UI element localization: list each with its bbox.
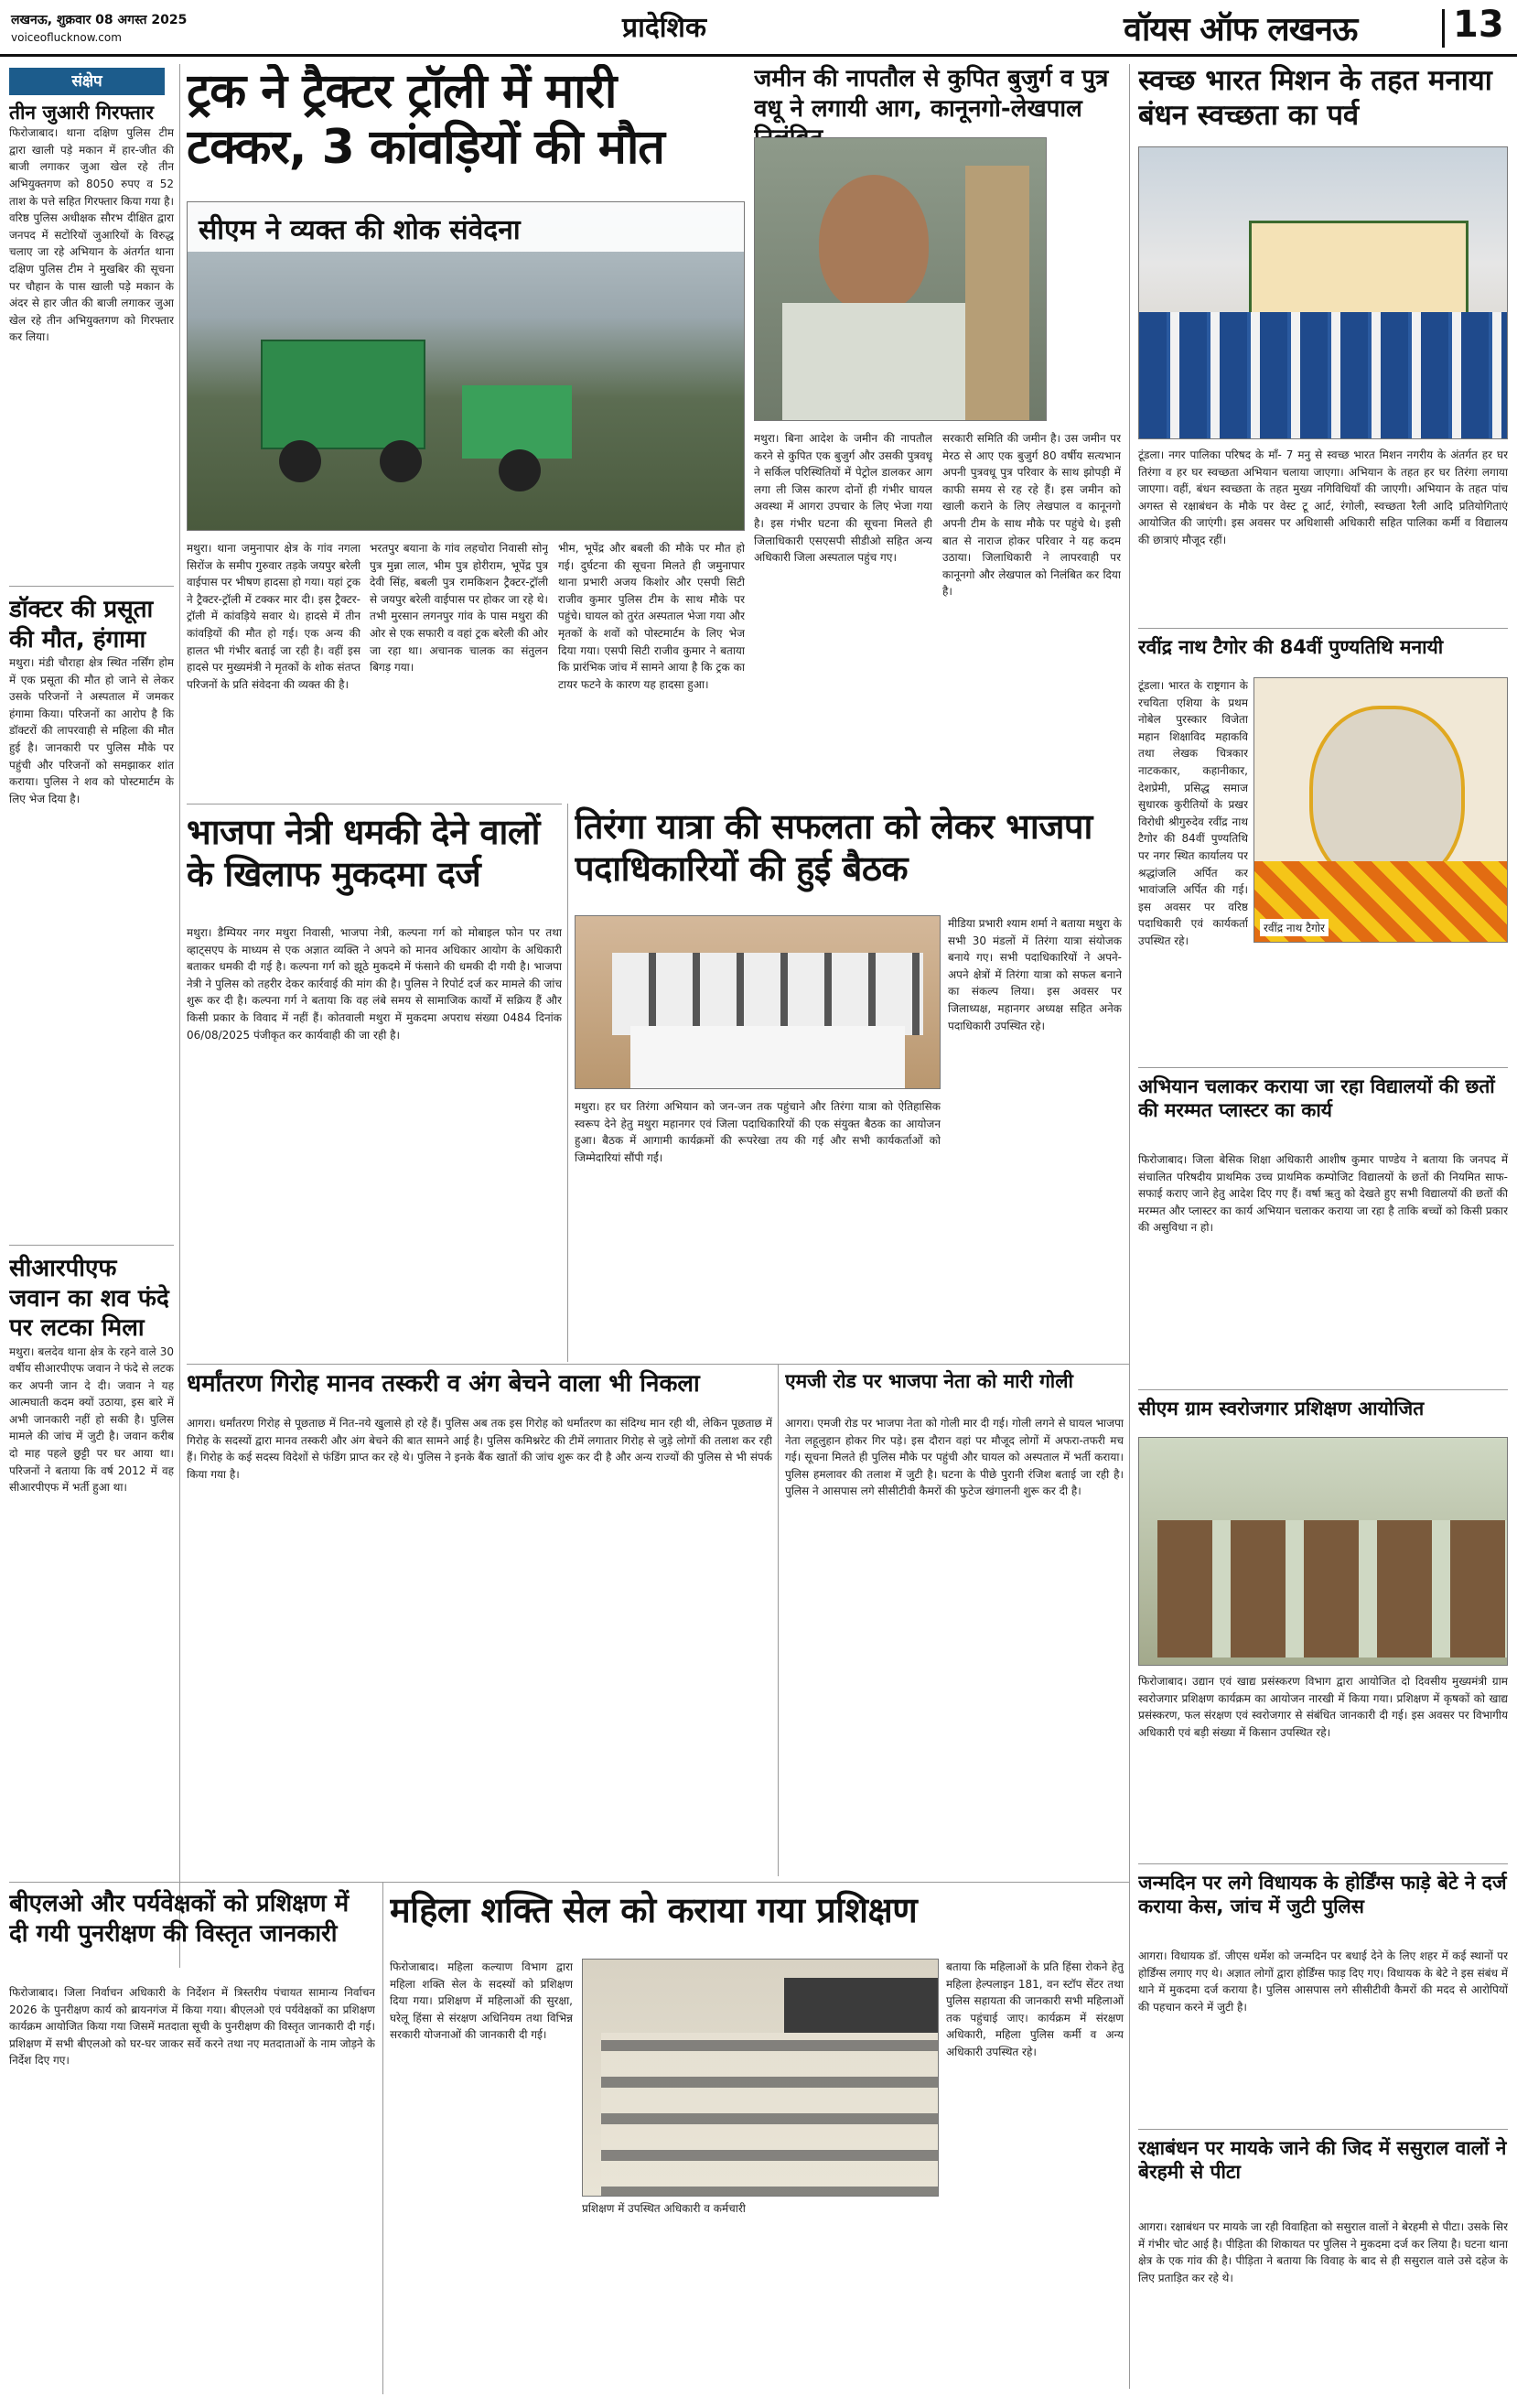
- training-photo: [1138, 1437, 1508, 1666]
- students-shape: [1139, 312, 1507, 439]
- story-bjp-threat: [187, 811, 562, 921]
- divider: [1138, 1863, 1508, 1864]
- tagore-photo: [1253, 677, 1508, 943]
- swachh-photo: [1138, 146, 1508, 439]
- headline-mg-road: एमजी रोड पर भाजपा नेता को मारी गोली: [785, 1370, 1073, 1392]
- article-body: मथुरा। डैम्पियर नगर मथुरा निवासी, भाजपा नेत्री, कल्पना गर्ग को मोबाइल फोन पर तथा व्हाट्सएप के माध्यम से एक अज्ञात व्यक्ति ने अपने को मानव अधिकार आयोग के अधिकारी बताकर धमकी दी गई है। कल्पना गर्ग को झूठे मुकदमे में फंसाने की धमकी दी गयी है। भाजपा नेत्री ने पुलिस को तहरीर देकर कार्रवाई की मांग की है। पुलिस ने रिपोर्ट दर्ज कर मामले की जांच शुरू कर दी है। कल्पना गर्ग ने बताया कि वह लंबे समय से सामाजिक कार्यों में सक्रिय हैं और किसी प्रकार के विवाद में नहीं हैं। कोतवाली मथुरा में मुकदमा अपराध संख्या 0484 दिनांक 06/08/2025 पंजीकृत कर कार्यवाही की जा रही है।: [187, 926, 562, 1042]
- audience-shape: [601, 2033, 939, 2197]
- divider: [9, 586, 174, 587]
- article-body: भरतपुर बयाना के गांव लहचोरा निवासी सोनू पुत्र मुन्ना लाल, भीम पुत्र होरीराम, भूपेंद्र पुत्र देवी सिंह, बबली पुत्र रामकिशन ट्रैक्टर-ट्रॉली से जयपुर बरेली वाईपास पर होकर जा रहे थे। तभी मुरसान लगनपुर गांव के पास मथुरा की ओर से एक सफारी व वहां ट्रक बरेली की ओर जा रहा था। अचानक चालक का संतुलन बिगड़ गया।: [370, 542, 548, 675]
- sidebar-label: संक्षेप: [9, 68, 165, 95]
- column-rule: [567, 804, 568, 1362]
- article-body: फिरोजाबाद। जिला निर्वाचन अधिकारी के निर्देशन में त्रिस्तरीय पंचायत सामान्य निर्वाचन 2026 के पुनरीक्षण कार्य को ब्रायनगंज में किया गया। बीएलओ एवं पर्यवेक्षकों का प्रशिक्षण कार्यक्रम आयोजित किया गया जिसमें मतदाता सूची के पुनरीक्षण की विस्तृत जानकारी दी गई। प्रशिक्षण में सभी बीएलओ को घर-घर जाकर सर्वे करने तथा नए मतदाताओं के नाम जोड़ने के निर्देश दिए गए।: [9, 1986, 375, 2068]
- table-shape: [630, 1026, 905, 1089]
- divider: [1138, 1067, 1508, 1068]
- headline-conversion: धर्मांतरण गिरोह मानव तस्करी व अंग बेचने वाला भी निकला: [187, 1370, 700, 1398]
- divider: [9, 1245, 174, 1246]
- screen-shape: [784, 1978, 939, 2033]
- wheel-shape: [499, 449, 541, 491]
- article-body: टूंडला। नगर पालिका परिषद के माँ- 7 मनु से स्वच्छ भारत मिशन नगरीय के अंतर्गत हर घर तिरंगा व हर घर स्वच्छता अभियान चलाया जाएगा। अभियान के तहत हर घर तिरंगा लगाया जाएगा। वहीं, बंधन स्वच्छता के तहत मुख्य नगिविधियाँ की जाएगी। अभियान के तहत पांच अगस्त से रक्षाबंधन के मौके पर वेस्ट टू आर्ट, रंगोली, स्वच्छता रैली आदि प्रतियोगिताएं आयोजित की जाएंगी। इस अवसर पर अधिशासी अधिकारी सहित पालिका कर्मी व विद्यालय की छात्राएं मौजूद रहीं।: [1138, 448, 1508, 546]
- sidebar-item: [9, 101, 174, 577]
- article-body: आगरा। रक्षाबंधन पर मायके जा रही विवाहिता को ससुराल वालों ने बेरहमी से पीटा। उसके सिर में गंभीर चोट आई है। पीड़िता की शिकायत पर पुलिस ने मुकदमा दर्ज कर लिया है। घटना थाना क्षेत्र के एक गांव की है। पीड़िता ने बताया कि विवाह के बाद से ही ससुराल वाले उसे दहेज के लिए प्रताड़ित कर रहे थे।: [1138, 2220, 1508, 2284]
- wheel-shape: [380, 440, 422, 482]
- headline-tiranga: तिरंगा यात्रा की सफलता को लेकर भाजपा पदाधिकारियों की हुई बैठक: [575, 806, 1092, 890]
- column-rule: [179, 64, 180, 1968]
- sidebar-headline: तीन जुआरी गिरफ्तार: [9, 102, 154, 124]
- meeting-photo: [575, 915, 941, 1089]
- story-raksha: [1138, 2136, 1508, 2219]
- women-cell-photo: [582, 1959, 939, 2197]
- divider: [1138, 1389, 1508, 1390]
- website-link[interactable]: voiceoflucknow.com: [11, 31, 122, 44]
- photo-caption: प्रशिक्षण में उपस्थित अधिकारी व कर्मचारी: [582, 2202, 746, 2215]
- masthead-divider: [1442, 9, 1445, 48]
- sidebar-headline: डॉक्टर की प्रसूता की मौत, हंगामा: [9, 596, 154, 653]
- article-body: टूंडला। भारत के राष्ट्रगान के रचयिता एशिया के प्रथम नोबेल पुरस्कार विजेता महान शिक्षाविद महाकवि तथा लेखक चित्रकार नाटककार, कहानीकार, देशप्रेमी, प्रसिद्ध समाज सुधारक कुरीतियों के प्रखर विरोधी श्रीगुरुदेव रवींद्र नाथ टैगोर की 84वीं पुण्यतिथि पर नगर स्थित कार्यालय पर श्रद्धांजलि अर्पित कर भावांजलि अर्पित की गई। इस अवसर पर वरिष्ठ पदाधिकारी एवं कार्यकर्ता उपस्थित रहे।: [1138, 679, 1248, 947]
- desks-shape: [1157, 1520, 1508, 1658]
- accident-photo: [187, 201, 745, 531]
- story-tiranga: [575, 805, 1124, 915]
- photo-caption: रवींद्र नाथ टैगोर: [1260, 919, 1329, 936]
- article-body: आगरा। धर्मांतरण गिरोह से पूछताछ में नित-नये खुलासे हो रहे हैं। पुलिस अब तक इस गिरोह को धर्मांतरण का संदिग्ध मान रही थी, लेकिन पूछताछ में गिरोह के सदस्यों द्वारा मानव तस्करी और अंग बेचने की बात सामने आई है। पुलिस कमिश्नरेट की टीमें लगातार गिरोह से जुड़े लोगों की तलाश कर रही हैं। गिरोह के कई सदस्य विदेशों से फंडिंग प्राप्त कर रहे थे। पुलिस ने इनके बैंक खातों की जांच शुरू कर दी है और अन्य राज्यों की पुलिस से भी संपर्क किया गया है।: [187, 1417, 772, 1481]
- headline-cm-gram: सीएम ग्राम स्वरोजगार प्रशिक्षण आयोजित: [1138, 1398, 1425, 1420]
- sidebar-headline: सीआरपीएफ जवान का शव फंदे पर लटका मिला: [9, 1255, 169, 1342]
- article-body: मथुरा। थाना जमुनापार क्षेत्र के गांव नगला सिरोंज के समीप गुरुवार तड़के जयपुर बरेली वाईपास पर भीषण हादसा हो गया। यहां ट्रक ने ट्रैक्टर-ट्रॉली में टक्कर मार दी। इस ट्रैक्टर-ट्रॉली में कांवड़िये सवार थे। हादसे में तीन कांवड़ियों की मौत हो गई। एक अन्य की हालत भी गंभीर बताई जा रही है। वहीं इस हादसे पर मुख्यमंत्री ने मृतकों के शोक संतप्त परिजनों के प्रति संवेदना की व्यक्त की है।: [187, 542, 360, 691]
- headline-swachh: स्वच्छ भारत मिशन के तहत मनाया बंधन स्वच्छता का पर्व: [1138, 64, 1492, 132]
- headline-farmer: जमीन की नापतौल से कुपित बुजुर्ग व पुत्र वधू ने लगायी आग, कानूनगो-लेखपाल: [754, 65, 1109, 123]
- story-mg-road: [785, 1369, 1124, 1411]
- article-body: भीम, भूपेंद्र और बबली की मौके पर मौत हो गई। दुर्घटना की सूचना मिलते ही जमुनापार थाना प्रभारी अजय किशोर और एसपी सिटी राजीव कुमार पुलिस टीम के साथ मौके पर पहुंचे। घायल को तुरंत अस्पताल भेजा गया और मृतकों के शवों को पोस्टमार्टम के लिए भेज दिया गया। एसपी सिटी राजीव कुमार ने बताया कि प्रारंभिक जांच में सामने आया है कि ट्रक का टायर फटने के कारण यह हादसा हुआ।: [558, 542, 745, 691]
- story-women-cell: [390, 1889, 1122, 1953]
- section-title: प्रादेशिक: [622, 12, 706, 44]
- person-shape: [819, 175, 929, 312]
- divider: [187, 1364, 1129, 1365]
- article-body: मथुरा। बिना आदेश के जमीन की नापतौल करने से कुपित एक बुजुर्ग और उसकी पुत्रवधू ने सर्किल परिस्थितियों में पेट्रोल डालकर आग लगा ली जिस कारण दोनों ही गंभीर घायल अवस्था में आगरा उपचार के लिए भेजा गया है। इस गंभीर घटना की सूचना मिलते ही जिलाधिकारी एसएसपी सीडीओ सहित अन्य अधिकारी जिला अस्पताल पहुंच गए।: [754, 432, 932, 565]
- headline-tractor: ट्रक ने ट्रैक्टर ट्रॉली में मारी टक्कर, 3 कांवड़ियों की मौत: [187, 64, 664, 176]
- headline-blo: बीएलओ और पर्यवेक्षकों को प्रशिक्षण में दी गयी पुनरीक्षण की विस्तृत जानकारी: [9, 1890, 350, 1948]
- article-body: बताया कि महिलाओं के प्रति हिंसा रोकने हेतु महिला हेल्पलाइन 181, वन स्टॉप सेंटर तथा पुलिस सहायता की जानकारी सभी महिलाओं तक पहुंचाई जाए। कार्यक्रम में संरक्षण अधिकारी, महिला पुलिस कर्मी व अन्य अधिकारी उपस्थित रहे।: [946, 1960, 1124, 2058]
- article-body: आगरा। विधायक डॉ. जीएस धर्मेश को जन्मदिन पर बधाई देने के लिए शहर में कई स्थानों पर होर्डिंग्स लगाए गए थे। अज्ञात लोगों द्वारा होर्डिंग्स फाड़ दिए गए। विधायक के बेटे ने इस संबंध में थाने में मुकदमा दर्ज कराया है। पुलिस आसपास लगे सीसीटीवी कैमरों की मदद से आरोपियों की पहचान करने में जुटी है।: [1138, 1949, 1508, 2014]
- headline-hoarding: जन्मदिन पर लगे विधायक के होर्डिंग्स फाड़े बेटे ने दर्ज कराया केस, जांच में जुटी पुलिस: [1138, 1872, 1507, 1918]
- issue-date: लखनऊ, शुक्रवार 08 अगस्त 2025: [11, 13, 188, 27]
- wheel-shape: [279, 440, 321, 482]
- divider: [9, 1882, 1129, 1883]
- story-blo: [9, 1889, 375, 1981]
- article-body: मथुरा। हर घर तिरंगा अभियान को जन-जन तक पहुंचाने और तिरंगा यात्रा को ऐतिहासिक स्वरूप देने हेतु मथुरा महानगर एवं जिला पदाधिकारियों की एक संयुक्त बैठक का आयोजन हुआ। बैठक में आगामी कार्यक्रमों की रूपरेखा तय की गई और सभी कार्यकर्ताओं को जिम्मेदारियां सौंपी गईं।: [575, 1100, 941, 1164]
- photo-caption: सीएम ने व्यक्त की शोक संवेदना: [188, 202, 744, 252]
- story-cm-gram: [1138, 1397, 1508, 1433]
- headline-raksha: रक्षाबंधन पर मायके जाने की जिद में ससुराल वालों ने बेरहमी से पीटा: [1138, 2137, 1507, 2184]
- headline-tagore: रवींद्र नाथ टैगोर की 84वीं पुण्यतिथि मनायी: [1138, 636, 1444, 658]
- divider: [1138, 628, 1508, 629]
- masthead: [0, 0, 1517, 57]
- sidebar-body: मथुरा। बलदेव थाना क्षेत्र के रहने वाले 30 वर्षीय सीआरपीएफ जवान ने फंदे से लटक कर अपनी जान दे दी। जवान ने यह आत्मघाती कदम क्यों उठाया, इस बारे में अभी जानकारी नहीं हो सकी है। पुलिस मामले की जांच में जुटी है। जवान करीब दो माह पहले छुट्टी पर घर आया था। परिजनों ने बताया कि वर्ष 2012 में वह सीआरपीएफ में भर्ती हुआ था।: [9, 1344, 174, 1495]
- story-school-repair: [1138, 1074, 1508, 1148]
- column-rule: [778, 1364, 779, 1876]
- sidebar-item: [9, 1254, 174, 1968]
- column-rule: [382, 1882, 383, 2394]
- article-body: फिरोजाबाद। उद्यान एवं खाद्य प्रसंस्करण विभाग द्वारा आयोजित दो दिवसीय मुख्यमंत्री ग्राम स्वरोजगार प्रशिक्षण कार्यक्रम का आयोजन नारखी में किया गया। प्रशिक्षण में कृषकों को खाद्य प्रसंस्करण, फल संरक्षण एवं स्वरोजगार से संबंधित जानकारी दी गई। इस अवसर पर विभागीय अधिकारी एवं बड़ी संख्या में किसान उपस्थित रहे।: [1138, 1675, 1508, 1739]
- article-body: सरकारी समिति की जमीन है। उस जमीन पर मेरठ से आए एक बुजुर्ग 80 वर्षीय सत्यभान अपनी पुत्रवधू पुत्र परिवार के साथ झोपड़ी में काफी समय से रह रहे हैं। इस जमीन को खाली कराने के लिए लेखपाल व कानूनगो अपनी टीम के साथ मौके पर पहुंचे थे। इसी बात से नाराज होकर परिवार ने यह कदम उठाया। जिलाधिकारी ने लापरवाही पर कानूनगो और लेखपाल को निलंबित कर दिया है।: [942, 432, 1121, 599]
- article-body: फिरोजाबाद। जिला बेसिक शिक्षा अधिकारी आशीष कुमार पाण्डेय ने बताया कि जनपद में संचालित परिषदीय प्राथमिक उच्च प्राथमिक कम्पोजिट विद्यालयों के छतों की नियमित साफ-सफाई कराए जाने हेतु आदेश दिए गए हैं। वर्षा ऋतु को देखते हुए सभी विद्यालयों की छतों की मरम्मत और प्लास्टर का कार्य अभियान चलाकर कराया जा रहा है ताकि बच्चों को किसी प्रकार की असुविधा न हो।: [1138, 1153, 1508, 1235]
- article-body: फिरोजाबाद। महिला कल्याण विभाग द्वारा महिला शक्ति सेल के सदस्यों को प्रशिक्षण दिया गया। प्रशिक्षण में महिलाओं की सुरक्षा, घरेलू हिंसा से संरक्षण अधिनियम तथा विभिन्न सरकारी योजनाओं की जानकारी दी गई।: [390, 1960, 573, 2042]
- divider: [1138, 2129, 1508, 2130]
- article-body: आगरा। एमजी रोड पर भाजपा नेता को गोली मार दी गई। गोली लगने से घायल भाजपा नेता लहूलुहान होकर गिर पड़े। इस दौरान वहां पर मौजूद लोगों में अफरा-तफरी मच गई। सूचना मिलते ही पुलिस मौके पर पहुंची और घायल को अस्पताल में भर्ती कराया। पुलिस हमलावर की तलाश में जुटी है। घटना के पीछे पुरानी रंजिश बताई जा रही है। पुलिस ने आसपास लगे सीसीटीवी कैमरों की फुटेज खंगालनी शुरू कर दी है।: [785, 1417, 1124, 1498]
- paper-name: वॉयस ऑफ लखनऊ: [1124, 11, 1358, 49]
- column-rule: [1129, 64, 1130, 2389]
- story-hoarding: [1138, 1871, 1508, 1944]
- story-conversion: [187, 1369, 772, 1411]
- article-body: मीडिया प्रभारी श्याम शर्मा ने बताया मथुरा के सभी 30 मंडलों में तिरंगा यात्रा संयोजक बनाये गए। सभी पदाधिकारियों ने अपने-अपने क्षेत्रों में तिरंगा यात्रा को सफल बनाने का संकल्प लिया। इस अवसर पर जिलाध्यक्ष, महानगर अध्यक्ष सहित अनेक पदाधिकारी उपस्थित रहे।: [948, 917, 1122, 1032]
- people-shape: [612, 953, 923, 1035]
- sidebar-item: [9, 595, 174, 1236]
- trolley-shape: [462, 385, 572, 459]
- headline-school-repair: अभियान चलाकर कराया जा रहा विद्यालयों की छतों की मरम्मत प्लास्टर का कार्य: [1138, 1075, 1495, 1122]
- sidebar-body: फिरोजाबाद। थाना दक्षिण पुलिस टीम द्वारा खाली पड़े मकान में हार-जीत की बाजी लगाकर जुआ खेल रहे तीन अभियुक्तगण को 8050 रुपए व 52 ताश के पत्ते सहित गिरफ्तार किया गया है। वरिष्ठ पुलिस अधीक्षक सौरभ दीक्षित द्वारा जनपद में सटोरियों जुआरियों के विरुद्ध चलाए जा रहे अभियान के अंतर्गत थाना दक्षिण पुलिस टीम ने मुखबिर की सूचना पर चौहान के पास खाली पड़े मकान के अंदर से हार जीत की बाजी लगाकर जुआ खेल रहे तीन अभियुक्तगण को गिरफ्तार कर लिया।: [9, 126, 174, 344]
- page-number: 13: [1453, 4, 1504, 46]
- headline-bjp-threat: भाजपा नेत्री धमकी देने वालों के खिलाफ मुकदमा दर्ज: [187, 812, 540, 895]
- headline-women-cell: महिला शक्ति सेल को कराया गया प्रशिक्षण: [390, 1890, 918, 1930]
- truck-shape: [261, 340, 425, 449]
- sidebar-body: मथुरा। मंडी चौराहा क्षेत्र स्थित नर्सिंग होम में एक प्रसूता की मौत हो जाने से लेकर उसके परिजनों ने अस्पताल में जमकर हंगामा किया। परिजनों का आरोप है कि डॉक्टरों की लापरवाही से महिला की मौत हुई है। जानकारी पर पुलिस मौके पर पहुंची और परिजनों को समझाकर शांत कराया। पुलिस ने शव को पोस्टमार्टम के लिए भेज दिया है।: [9, 656, 174, 805]
- story-tagore: [1138, 635, 1508, 672]
